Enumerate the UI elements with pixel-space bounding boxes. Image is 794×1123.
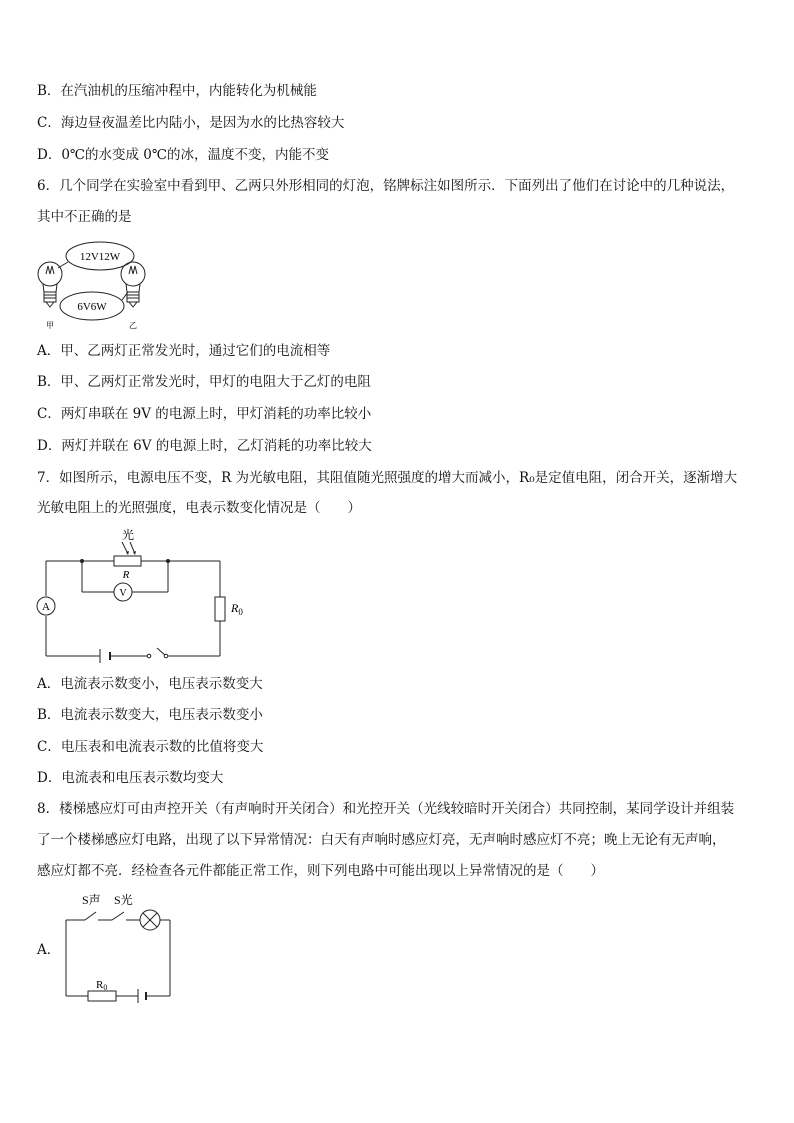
switch-light-label: S光 xyxy=(114,893,133,907)
bulb-right-icon xyxy=(121,262,145,307)
q5-option-d: D．0℃的水变成 0℃的冰，温度不变，内能不变 xyxy=(37,147,329,163)
resistor-r0-label: R0 xyxy=(96,979,108,992)
photoresistor-r xyxy=(114,556,141,566)
q6-option-b: B．甲、乙两灯正常发光时，甲灯的电阻大于乙灯的电阻 xyxy=(37,374,371,390)
resistor-r0 xyxy=(215,597,225,621)
bulb-rating-bottom: 6V6W xyxy=(77,301,107,313)
q7-stem-line1: 7．如图所示，电源电压不变，R 为光敏电阻，其阻值随光照强度的增大而减小，R₀是定值电阻，闭合开关，逐渐增大 xyxy=(37,470,738,486)
resistor-r0-label: $R_0$ xyxy=(231,601,243,617)
bulb-left-label: 甲 xyxy=(46,321,54,330)
battery-icon xyxy=(100,649,110,663)
q6-option-a: A．甲、乙两灯正常发光时，通过它们的电流相等 xyxy=(37,343,331,359)
q8-option-a-circuit xyxy=(60,890,180,1005)
ammeter-label: A xyxy=(42,601,50,613)
q7-circuit-figure xyxy=(30,524,243,666)
q7-option-d: D．电流表和电压表示数均变大 xyxy=(37,770,224,786)
q7-option-b: B．电流表示数变大，电压表示数变小 xyxy=(37,707,263,723)
resistor-r0 xyxy=(88,991,116,1001)
q6-stem-line1: 6．几个同学在实验室中看到甲、乙两只外形相同的灯泡，铭牌标注如图所示．下面列出了他们在讨论中的几种说法， xyxy=(37,178,735,194)
switch-sound-label: S声 xyxy=(82,893,101,907)
q8-stem-line2: 了一个楼梯感应灯电路，出现了以下异常情况：白天有声响时感应灯亮，无声响时感应灯不亮；晚上无论有无声响， xyxy=(37,832,726,848)
q6-option-c: C．两灯串联在 9V 的电源上时，甲灯消耗的功率比较小 xyxy=(37,406,372,422)
q6-stem-line2: 其中不正确的是 xyxy=(37,209,132,225)
q5-option-c: C．海边昼夜温差比内陆小，是因为水的比热容较大 xyxy=(37,115,345,131)
battery-icon xyxy=(138,989,146,1003)
q8-stem-line3: 感应灯都不亮．经检查各元件都能正常工作，则下列电路中可能出现以上异常情况的是（ ） xyxy=(37,863,604,879)
q5-option-b: B．在汽油机的压缩冲程中，内能转化为机械能 xyxy=(37,83,317,99)
bulb-rating-top: 12V12W xyxy=(79,251,121,263)
photoresistor-label: R xyxy=(122,569,130,581)
lamp-icon xyxy=(140,910,160,930)
bulb-left-icon xyxy=(38,262,62,307)
q7-stem-line2: 光敏电阻上的光照强度，电表示数变化情况是（ ） xyxy=(37,500,361,516)
q8-option-a-label: A． xyxy=(37,942,61,958)
q8-stem-line1: 8．楼梯感应灯可由声控开关（有声响时开关闭合）和光控开关（光线较暗时开关闭合）共同控制，某同学设计并组装 xyxy=(37,801,735,817)
q6-bulbs-figure xyxy=(30,236,160,332)
q7-option-a: A．电流表示数变小，电压表示数变大 xyxy=(37,676,263,692)
q7-option-c: C．电压表和电流表示数的比值将变大 xyxy=(37,739,264,755)
q6-option-d: D．两灯并联在 6V 的电源上时，乙灯消耗的功率比较大 xyxy=(37,438,372,454)
bulb-right-label: 乙 xyxy=(129,321,137,330)
light-label: 光 xyxy=(121,528,135,542)
voltmeter-label: V xyxy=(119,588,127,599)
switch-icon xyxy=(147,654,168,658)
